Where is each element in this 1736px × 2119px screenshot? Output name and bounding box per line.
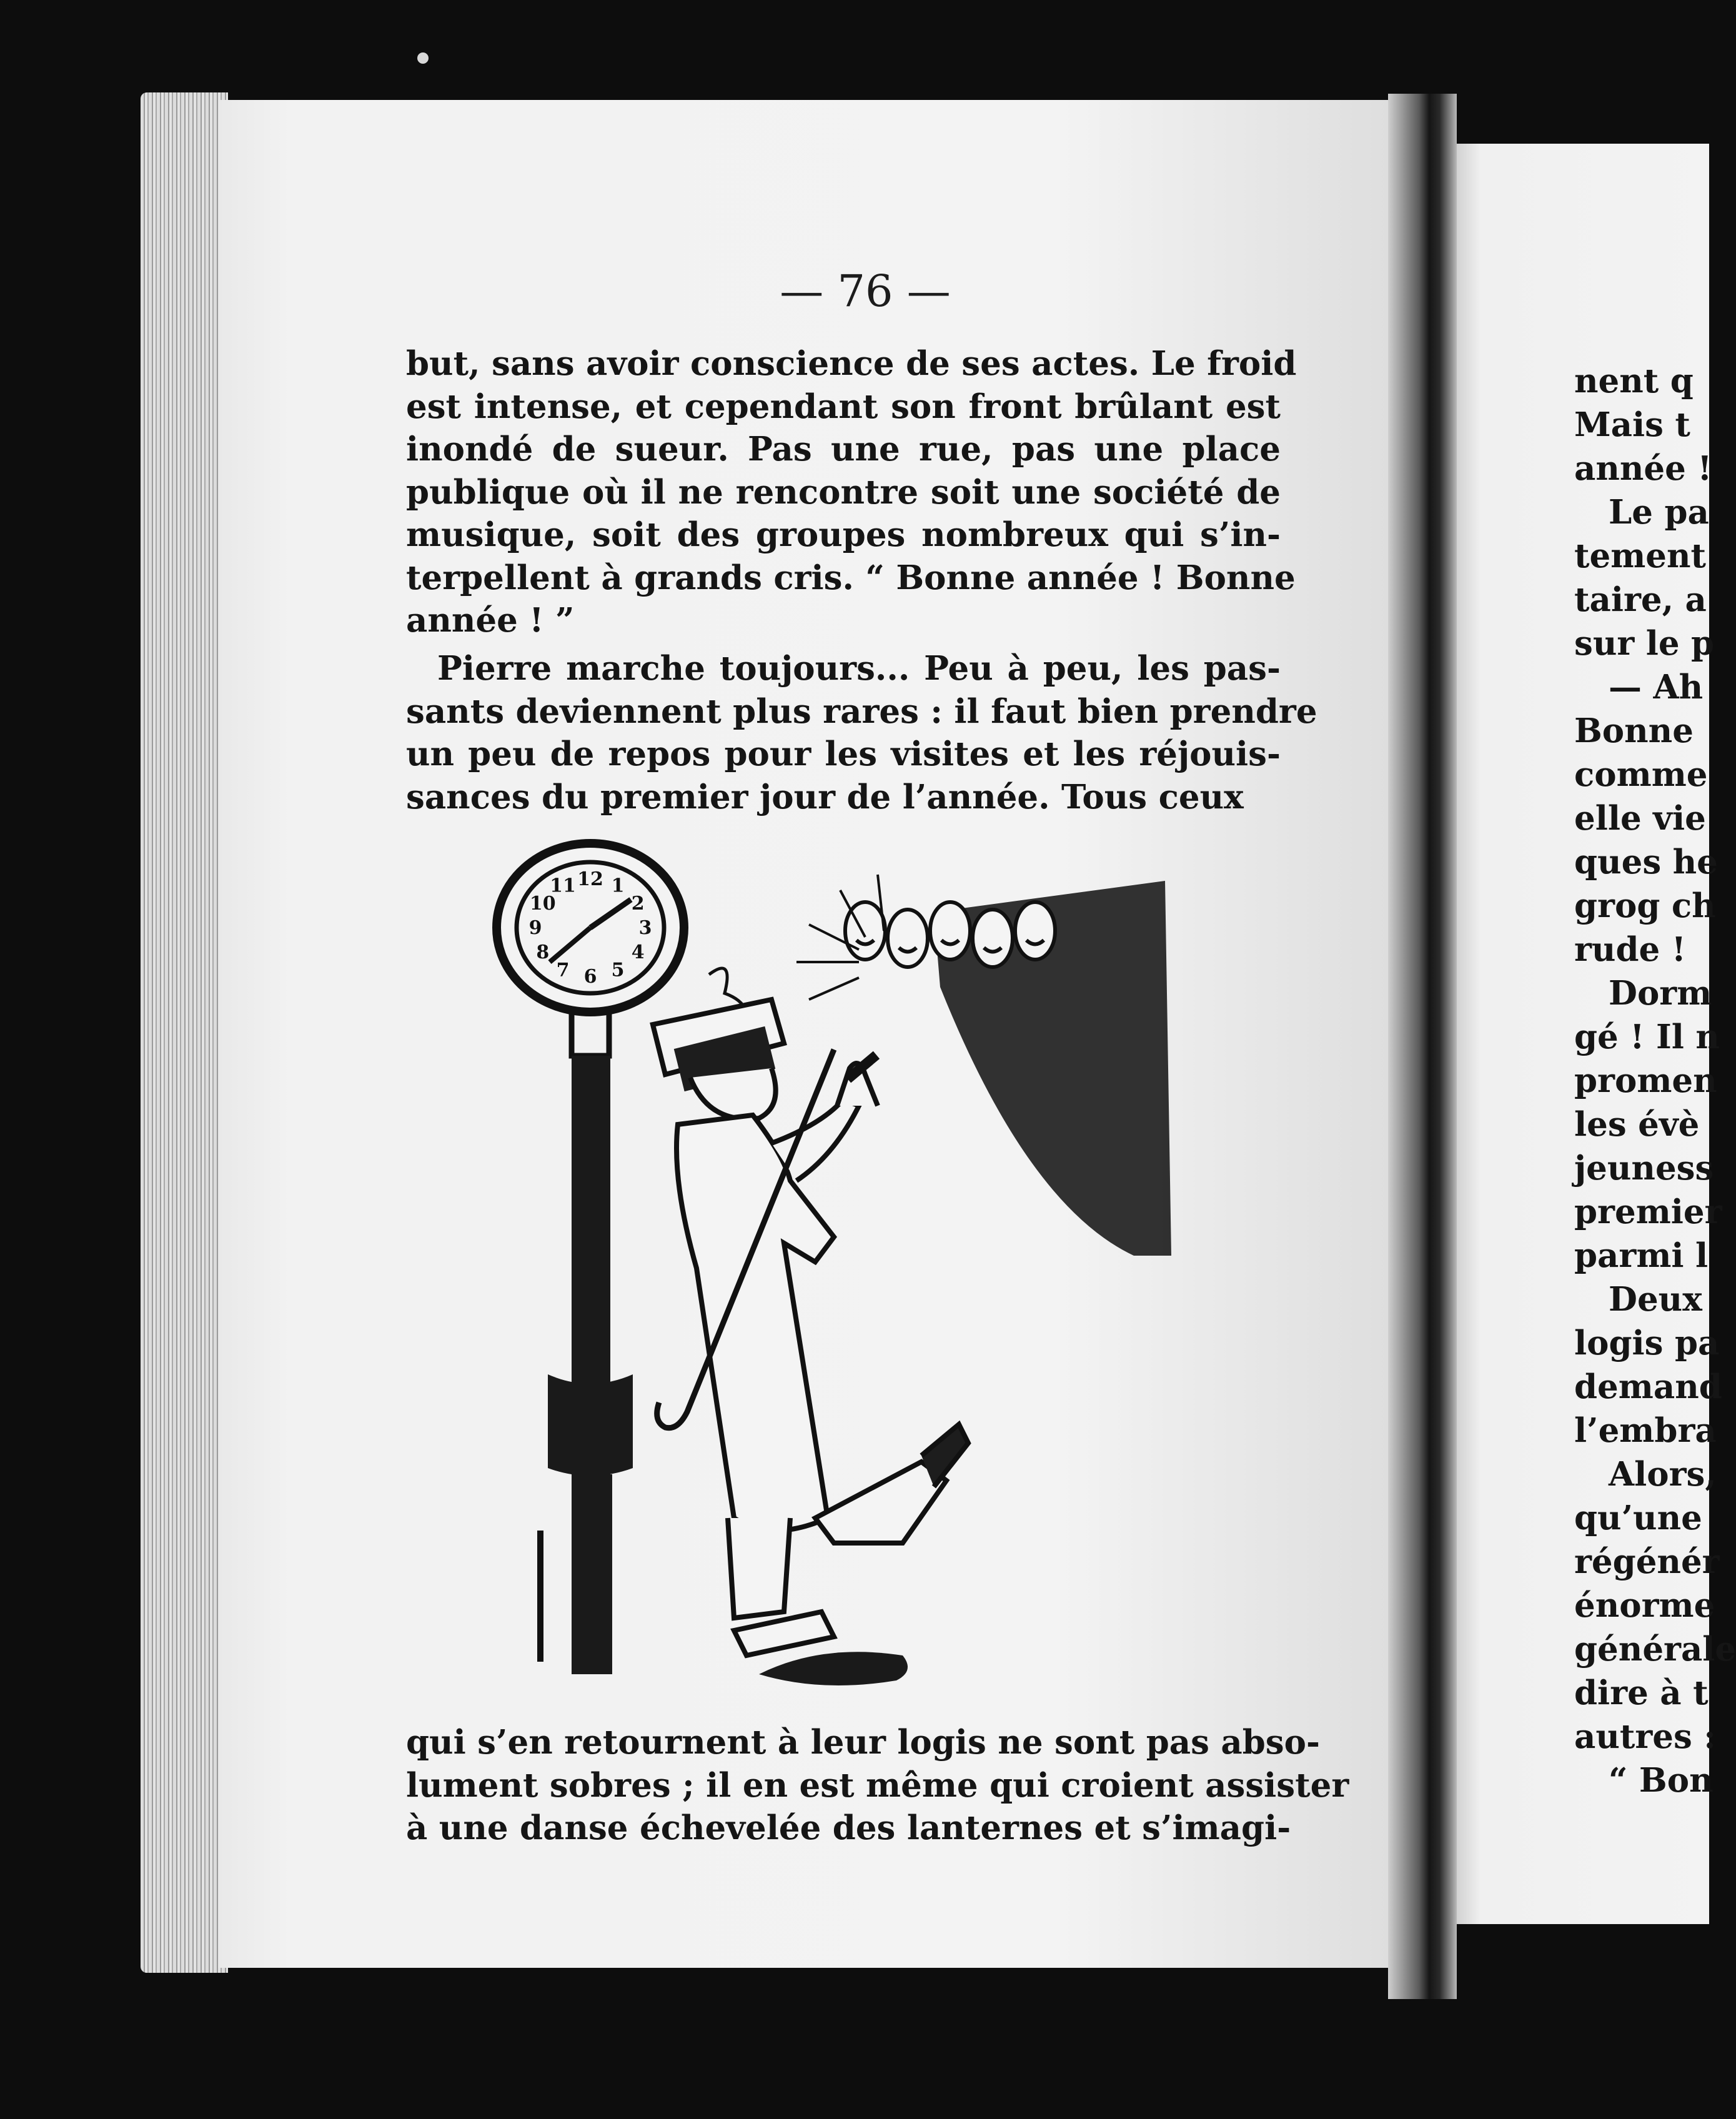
- right-page-line: promen: [1574, 1061, 1717, 1100]
- right-page-line: dire à t: [1574, 1674, 1709, 1712]
- right-page-line: l’embra: [1574, 1411, 1717, 1450]
- right-page-line: Dorm: [1609, 974, 1712, 1013]
- right-page-line: demand: [1574, 1367, 1722, 1406]
- right-page-line: ques he: [1574, 843, 1718, 881]
- right-page-line: grog ch: [1574, 886, 1716, 925]
- text-line: sants deviennent plus rares : il faut bien prendre: [406, 692, 1317, 731]
- right-page-line: les évè: [1574, 1105, 1700, 1144]
- right-page-line: nent q: [1574, 362, 1694, 400]
- book-page-edges: [141, 92, 228, 1973]
- right-page-line: parmi l: [1574, 1236, 1709, 1275]
- right-page-line: tement: [1574, 537, 1707, 575]
- right-page-line: régénér: [1574, 1542, 1720, 1581]
- right-page-line: gé ! Il n: [1574, 1018, 1720, 1056]
- book-gutter: [1388, 94, 1457, 1999]
- right-page-line: année !: [1574, 449, 1712, 488]
- right-page-line: taire, a: [1574, 580, 1707, 619]
- clock-numeral: 4: [631, 941, 645, 963]
- right-page-line: autres :: [1574, 1717, 1716, 1756]
- right-page-line: jeuness: [1574, 1149, 1714, 1188]
- right-page-line: premier: [1574, 1193, 1722, 1231]
- street-clock: [497, 843, 684, 1674]
- right-page-line: sur le p: [1574, 624, 1715, 663]
- lantern-face: [930, 902, 970, 960]
- right-page-line: Mais t: [1574, 405, 1690, 444]
- right-page-line: qu’une: [1574, 1499, 1702, 1537]
- text-line: publique où il ne rencontre soit une société de: [406, 472, 1281, 512]
- clock-numeral: 5: [611, 959, 625, 981]
- right-page-text: [1574, 359, 1736, 1802]
- clock-numeral: 2: [631, 893, 645, 915]
- right-page-line: générale: [1574, 1630, 1736, 1669]
- paragraph-2: [406, 647, 1317, 818]
- clock-numeral: 12: [577, 868, 603, 890]
- lantern-face: [888, 910, 928, 967]
- text-line: musique, soit des groupes nombreux qui s’in-: [406, 515, 1281, 554]
- text-line: un peu de repos pour les visites et les réjouis-: [406, 735, 1281, 773]
- clock-numeral: 10: [529, 893, 556, 915]
- text-line: qui s’en retournent à leur logis ne sont pas abso-: [406, 1723, 1320, 1762]
- text-line: but, sans avoir conscience de ses actes. Le froid: [406, 344, 1297, 383]
- dust-speck: [417, 52, 429, 64]
- text-line: à une danse échevelée des lanternes et s’imagi-: [406, 1809, 1291, 1847]
- right-page-line: Bonne: [1574, 712, 1694, 750]
- clock-numeral: 11: [550, 875, 576, 897]
- text-line: lument sobres ; il en est même qui croient assister: [406, 1765, 1349, 1805]
- lantern-face: [973, 910, 1013, 967]
- paragraph-1: [406, 342, 1297, 642]
- right-page-line: énorme: [1574, 1586, 1715, 1625]
- lantern-face: [1015, 902, 1055, 960]
- text-line: Pierre marche toujours... Peu à peu, les pas-: [437, 649, 1281, 688]
- right-page-line: — Ah: [1609, 668, 1704, 707]
- right-page-line: elle vie: [1574, 799, 1706, 838]
- clock-numeral: 9: [528, 917, 542, 939]
- right-page-line: “ Bon: [1609, 1761, 1714, 1800]
- page-number: — 76 —: [780, 265, 951, 317]
- right-page-line: Alors,: [1609, 1455, 1717, 1494]
- clock-numeral: 6: [583, 966, 597, 988]
- text-line: terpellent à grands cris. “ Bonne année ! Bonne: [406, 558, 1296, 597]
- right-page-line: rude !: [1574, 930, 1686, 969]
- text-line: année ! ”: [406, 601, 575, 640]
- clock-numeral: 3: [638, 917, 652, 939]
- paragraph-3: [406, 1721, 1349, 1850]
- right-page-line: Deux: [1609, 1280, 1702, 1319]
- right-page-line: logis pa: [1574, 1324, 1720, 1362]
- right-page-line: comme: [1574, 755, 1708, 794]
- right-page-line: Le pa: [1609, 493, 1709, 532]
- clock-numeral: 7: [556, 959, 570, 981]
- text-line: sances du premier jour de l’année. Tous ceux: [406, 777, 1244, 816]
- illustration-man-clock-lanterns: [384, 831, 1196, 1718]
- clock-numeral: 1: [611, 875, 625, 897]
- text-line: inondé de sueur. Pas une rue, pas une place: [406, 430, 1281, 469]
- clock-numeral: 8: [536, 941, 550, 963]
- text-line: est intense, et cependant son front brûlant est: [406, 387, 1281, 426]
